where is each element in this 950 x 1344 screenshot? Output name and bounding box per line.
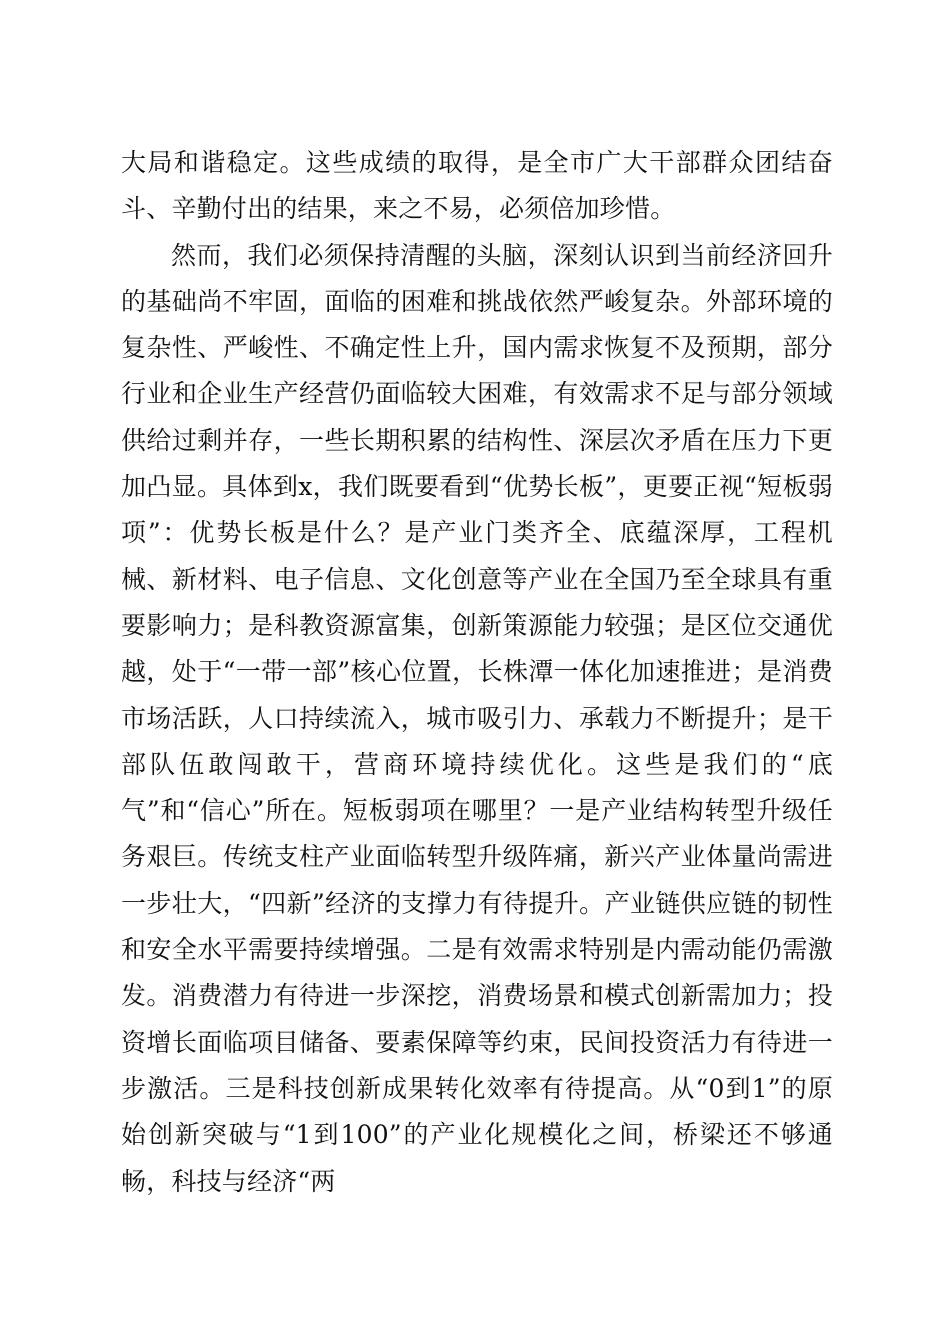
body-text — [121, 140, 833, 1205]
paragraph-continuation: 大局和谐稳定。这些成绩的取得，是全市广大干部群众团结奋斗、辛勤付出的结果，来之不易，必须倍加珍惜。 — [121, 148, 833, 224]
paragraph-challenges: 然而，我们必须保持清醒的头脑，深刻认识到当前经济回升的基础尚不牢固，面临的困难和挑战依然严峻复杂。外部环境的复杂性、严峻性、不确定性上升，国内需求恢复不及预期，部分行业和企业生产经营仍面临较大困难，有效需求不足与部分领域供给过剩并存，一些长期积累的结构性、深层次矛盾在压力下更加凸显。具体到x，我们既要看到“优势长板”，更要正视“短板弱项”：优势长板是什么？是产业门类齐全、底蕴深厚，工程机械、新材料、电子信息、文化创意等产业在全国乃至全球具有重要影响力；是科教资源富集，创新策源能力较强；是区位交通优越，处于“一带一部”核心位置，长株潭一体化加速推进；是消费市场活跃，人口持续流入，城市吸引力、承载力不断提升；是干部队伍敢闯敢干，营商环境持续优化。这些是我们的“底气”和“信心”所在。短板弱项在哪里？一是产业结构转型升级任务艰巨。传统支柱产业面临转型升级阵痛，新兴产业体量尚需进一步壮大，“四新”经济的支撑力有待提升。产业链供应链的韧性和安全水平需要持续增强。二是有效需求特别是内需动能仍需激发。消费潜力有待进一步深挖，消费场景和模式创新需加力；投资增长面临项目储备、要素保障等约束，民间投资活力有待进一步激活。三是科技创新成果转化效率有待提高。从“0到1”的原始创新突破与“1到100”的产业化规模化之间，桥梁还不够通畅，科技与经济“两 — [121, 240, 833, 1196]
